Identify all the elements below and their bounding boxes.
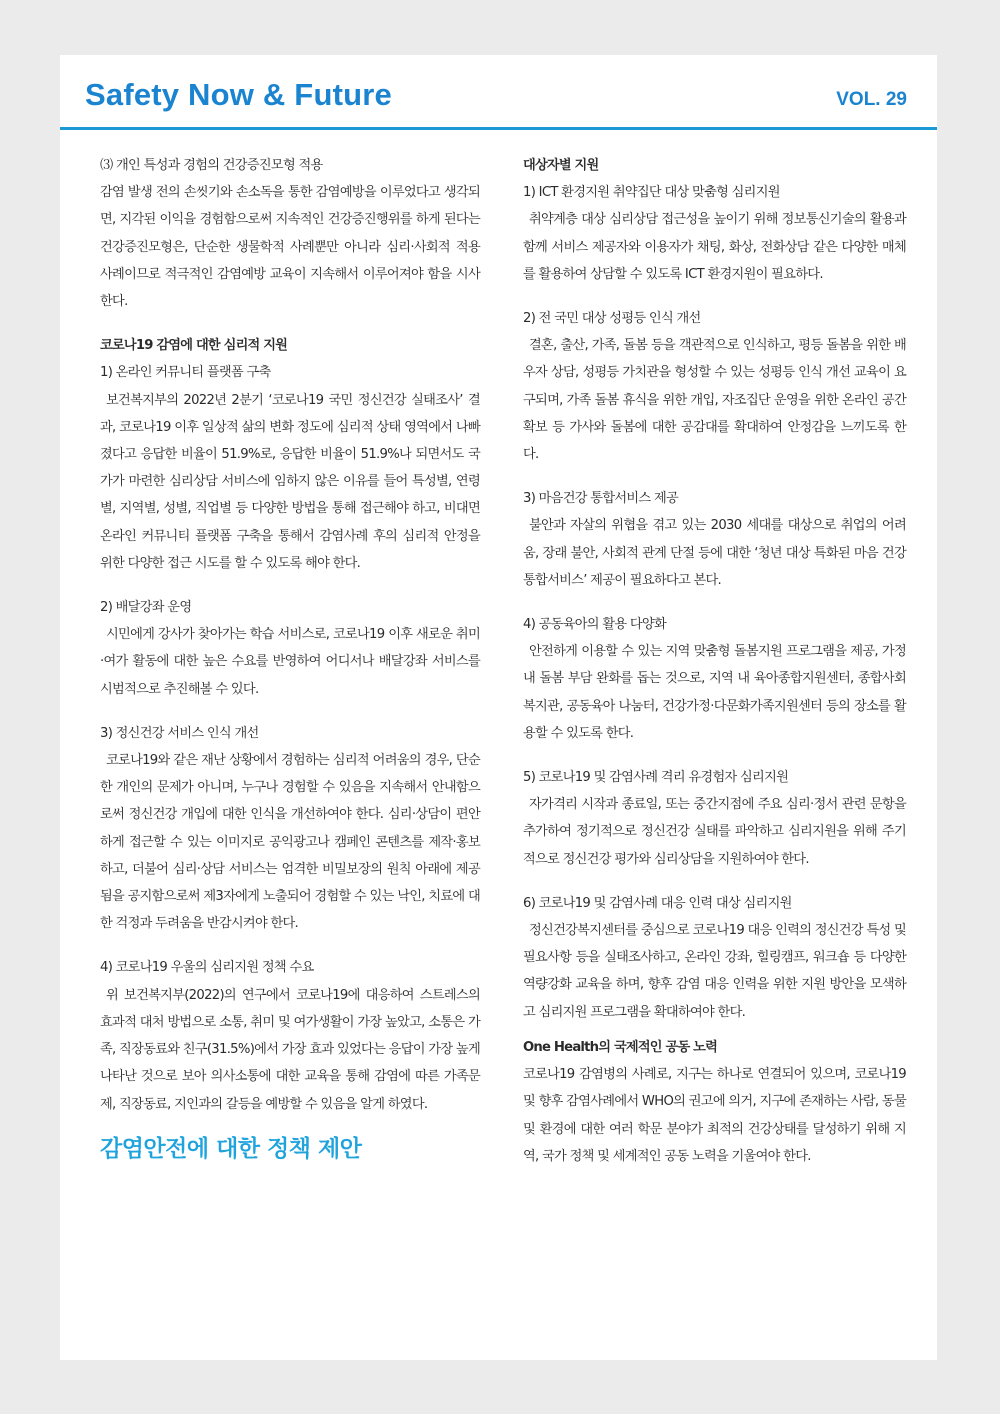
right-column — [523, 152, 906, 1187]
section-gender-equality — [523, 305, 906, 468]
section-responder-support — [523, 890, 906, 1026]
page-header — [60, 55, 937, 130]
section-heading: 코로나19 감염에 대한 심리적 지원 — [100, 338, 288, 354]
paragraph: 불안과 자살의 위협을 겪고 있는 2030 세대를 대상으로 취업의 어려움, 장래 불안, 사회적 관계 단절 등에 대한 ‘청년 대상 특화된 마음 건강 통합서비스’ 제공이 필요하다고 본다. — [523, 518, 906, 588]
policy-proposal-heading: 감염안전에 대한 정책 제안 — [100, 1135, 362, 1162]
subsection-title: ⑶ 개인 특성과 경험의 건강증진모형 적용 — [100, 158, 323, 173]
magazine-title: Safety Now & Future — [85, 77, 392, 112]
subsection-title: 3) 정신건강 서비스 인식 개선 — [100, 725, 259, 741]
subsection-title: 1) 온라인 커뮤니티 플랫폼 구축 — [100, 365, 271, 381]
document-page — [60, 55, 937, 1360]
section-health-promotion-model — [100, 152, 480, 315]
section-one-health — [523, 1034, 906, 1170]
subsection-title: 2) 배달강좌 운영 — [100, 600, 192, 616]
left-column — [100, 152, 480, 1163]
paragraph: 코로나19 감염병의 사례로, 지구는 하나로 연결되어 있으며, 코로나19 및 향후 감염사례에서 WHO의 권고에 의거, 지구에 존재하는 사람, 동물 및 환경에 대한 여러 학문 분야가 최적의 건강상태를 달성하기 위해 지역, 국가 정책 및 세계적인 공동 노력을 기울여야 한다. — [523, 1067, 906, 1164]
subsection-title: 2) 전 국민 대상 성평등 인식 개선 — [523, 311, 701, 327]
paragraph: 코로나19와 같은 재난 상황에서 경험하는 심리적 어려움의 경우, 단순한 개인의 문제가 아니며, 누구나 경험할 수 있음을 지속해서 안내함으로써 정신건강 개입에 대한 인식을 개선하여야 한다. 심리·상담이 편안하게 접근할 수 있는 이미지로 공익광고나 캠페인 콘텐츠를 제작·홍보하고, 더불어 심리·상담 서비스는 엄격한 비밀보장의 원칙 아래에 제공됨을 공지함으로써 제3자에게 노출되어 경험할 수 있는 낙인, 치료에 대한 걱정과 두려움을 반감시켜야 한다. — [100, 753, 480, 932]
paragraph: 취약계층 대상 심리상담 접근성을 높이기 위해 정보통신기술의 활용과 함께 서비스 제공자와 이용자가 채팅, 화상, 전화상담 같은 다양한 매체를 활용하여 상담할 수 있도록 ICT 환경지원이 필요하다. — [523, 212, 906, 282]
subsection-title: 3) 마음건강 통합서비스 제공 — [523, 491, 679, 507]
volume-number: VOL. 29 — [836, 89, 907, 110]
section-delivery-lectures — [100, 594, 480, 703]
paragraph: 감염 발생 전의 손씻기와 손소독을 통한 감염예방을 이루었다고 생각되면, 지각된 이익을 경험함으로써 지속적인 건강증진행위를 하게 된다는 건강증진모형은, 단순한 생물학적 사례뿐만 아니라 심리·사회적 적용 사례이므로 적극적인 감염예방 교육이 지속해서 이루어져야 함을 시사한다. — [100, 185, 480, 310]
paragraph: 자가격리 시작과 종료일, 또는 중간지점에 주요 심리·정서 관련 문항을 추가하여 정기적으로 정신건강 실태를 파악하고 심리지원을 위해 주기적으로 정신건강 평가와 심리상담을 지원하여야 한다. — [523, 797, 906, 867]
subsection-title: 6) 코로나19 및 감염사례 대응 인력 대상 심리지원 — [523, 895, 792, 911]
section-ict-support — [523, 152, 906, 288]
paragraph: 시민에게 강사가 찾아가는 학습 서비스로, 코로나19 이후 새로운 취미·여가 활동에 대한 높은 수요를 반영하여 어디서나 배달강좌 서비스를 시범적으로 추진해볼 수 있다. — [100, 627, 480, 697]
section-depression-support — [100, 954, 480, 1117]
subsection-title: 1) ICT 환경지원 취약집단 대상 맞춤형 심리지원 — [523, 185, 780, 201]
section-quarantine-support — [523, 764, 906, 873]
section-heading: 대상자별 지원 — [523, 158, 599, 173]
section-mind-health-service — [523, 485, 906, 594]
section-mental-health-awareness — [100, 720, 480, 938]
section-heading: One Health의 국제적인 공동 노력 — [523, 1039, 718, 1055]
paragraph: 정신건강복지센터를 중심으로 코로나19 대응 인력의 정신건강 특성 및 필요사항 등을 실태조사하고, 온라인 강좌, 힐링캠프, 워크숍 등 다양한 역량강화 교육을 하며, 향후 감염 대응 인력을 위한 지원 방안을 모색하고 심리지원 프로그램을 확대하여야 한다. — [523, 923, 906, 1020]
section-online-community — [100, 332, 480, 577]
subsection-title: 4) 공동육아의 활용 다양화 — [523, 617, 667, 633]
subsection-title: 5) 코로나19 및 감염사례 격리 유경험자 심리지원 — [523, 770, 789, 786]
paragraph: 결혼, 출산, 가족, 돌봄 등을 객관적으로 인식하고, 평등 돌봄을 위한 배우자 상담, 성평등 가치관을 형성할 수 있는 성평등 인식 개선 교육이 요구되며, 가족 돌봄 휴식을 위한 개입, 자조집단 운영을 위한 온라인 공간 확보 등 가사와 돌봄에 대한 공감대를 확대하여 안정감을 느끼도록 한다. — [523, 338, 906, 463]
paragraph: 보건복지부의 2022년 2분기 ‘코로나19 국민 정신건강 실태조사’ 결과, 코로나19 이후 일상적 삶의 변화 정도에 심리적 상태 영역에서 나빠졌다고 응답한 비율이 51.9%로, 응답한 비율이 51.9%나 되면서도 국가가 마련한 심리상담 서비스에 임하지 않은 이유를 들어 특성별, 연령별, 지역별, 성별, 직업별 등 다양한 방법을 통해 접근해야 하고, 비대면 온라인 커뮤니티 플랫폼 구축을 통해서 감염사례 후의 심리적 안정을 위한 다양한 접근 시도를 할 수 있도록 해야 한다. — [100, 392, 480, 571]
subsection-title: 4) 코로나19 우울의 심리지원 정책 수요 — [100, 960, 314, 976]
paragraph: 안전하게 이용할 수 있는 지역 맞춤형 돌봄지원 프로그램을 제공, 가정 내 돌봄 부담 완화를 돕는 것으로, 지역 내 육아종합지원센터, 종합사회복지관, 공동육아 나눔터, 건강가정·다문화가족지원센터 등의 장소를 활용할 수 있도록 한다. — [523, 644, 906, 741]
section-shared-childcare — [523, 611, 906, 747]
paragraph: 위 보건복지부(2022)의 연구에서 코로나19에 대응하여 스트레스의 효과적 대처 방법으로 소통, 취미 및 여가생활이 가장 높았고, 소통은 가족, 직장동료와 친구(31.5%)에서 가장 효과 있었다는 응답이 가장 높게 나타난 것으로 보아 의사소통에 대한 교육을 통해 감염에 따른 가족문제, 직장동료, 지인과의 갈등을 예방할 수 있음을 알게 하였다. — [100, 987, 480, 1112]
